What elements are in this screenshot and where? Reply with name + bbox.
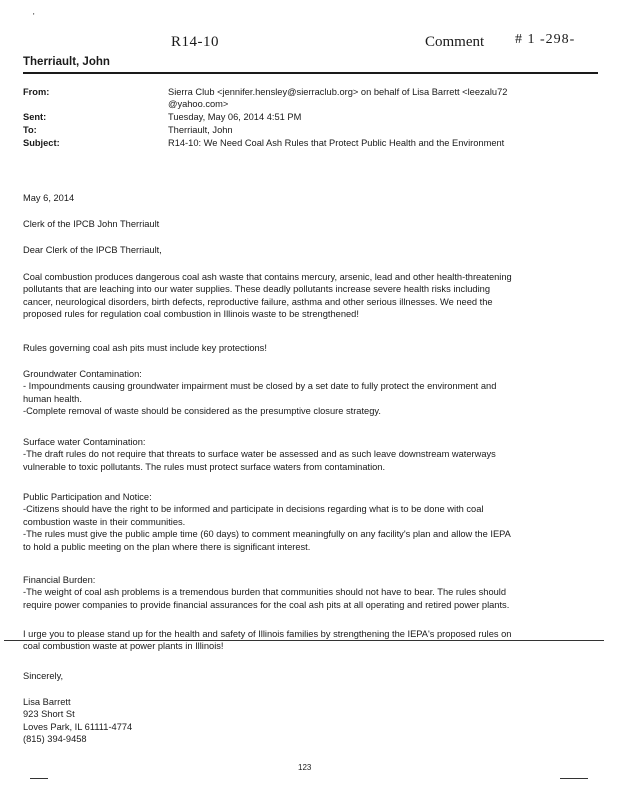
groundwater-line: - Impoundments causing groundwater impairment must be closed by a set date to fully protect the environment and [23, 381, 497, 392]
public-participation-line: -The rules must give the public ample time (60 days) to comment meaningfully on any facility's plan and allow the IEPA [23, 529, 511, 540]
sender-phone: (815) 394-9458 [23, 734, 87, 745]
financial-burden-section [23, 574, 593, 611]
from-value-line2: @yahoo.com> [168, 99, 229, 109]
letter-signoff: Sincerely, [23, 671, 64, 681]
intro-line: cancer, neurological disorders, birth defects, reproductive failure, asthma and other serious illnesses. We need the [23, 296, 493, 307]
recipient-name: Therriault, John [23, 56, 110, 68]
from-value-line1: Sierra Club <jennifer.hensley@sierraclub.org> on behalf of Lisa Barrett <leezalu72 [168, 87, 508, 97]
financial-burden-line: require power companies to provide financial assurances for the coal ash pits at all operating and retired power plants. [23, 599, 510, 610]
surface-water-heading: Surface water Contamination: [23, 437, 146, 447]
sent-label: Sent: [23, 112, 47, 122]
to-label: To: [23, 125, 37, 135]
groundwater-section [23, 368, 593, 418]
public-participation-line: -Citizens should have the right to be informed and participate in decisions regarding what is to be done with coal [23, 504, 484, 515]
surface-water-line: vulnerable to toxic pollutants. The rules must protect surface waters from contamination. [23, 461, 386, 472]
closing-line: coal combustion waste at power plants in Illinois! [23, 641, 224, 652]
sent-value: Tuesday, May 06, 2014 4:51 PM [168, 112, 302, 122]
public-participation-line: to hold a public meeting on the plan where there is significant interest. [23, 541, 311, 552]
sender-city: Loves Park, IL 61111-4774 [23, 721, 133, 732]
from-label: From: [23, 87, 50, 97]
surface-water-section [23, 436, 593, 473]
public-participation-section [23, 491, 593, 553]
sender-block [23, 696, 593, 746]
scan-edge-mark-left [30, 778, 48, 779]
corner-mark: ' [33, 12, 35, 21]
intro-line: pollutants that are leaching into our water supplies. These deadly pollutants increase severe health risks including [23, 284, 491, 295]
scan-edge-mark-right [560, 778, 588, 779]
subject-label: Subject: [23, 138, 60, 148]
intro-paragraph [23, 271, 593, 321]
letter-addressee: Clerk of the IPCB John Therriault [23, 219, 160, 229]
public-participation-heading: Public Participation and Notice: [23, 492, 152, 502]
letter-date: May 6, 2014 [23, 193, 75, 203]
intro-line: proposed rules for regulation coal combustion in Illinois waste to be strengthened! [23, 309, 359, 320]
groundwater-line: human health. [23, 393, 82, 404]
surface-water-line: -The draft rules do not require that threats to surface water be assessed and as such leave downstream waterways [23, 449, 496, 460]
protections-statement: Rules governing coal ash pits must include key protections! [23, 343, 267, 353]
subject-value: R14-10: We Need Coal Ash Rules that Protect Public Health and the Environment [168, 138, 505, 148]
public-participation-line: combustion waste in their communities. [23, 516, 186, 527]
comment-label-stamp: Comment [425, 34, 485, 50]
letter-salutation: Dear Clerk of the IPCB Therriault, [23, 245, 162, 255]
sender-street: 923 Short St [23, 709, 75, 720]
financial-burden-heading: Financial Burden: [23, 575, 96, 585]
header-divider [23, 72, 598, 74]
scan-rule-line [4, 640, 604, 641]
intro-line: Coal combustion produces dangerous coal ash waste that contains mercury, arsenic, lead and other health-threatening [23, 272, 512, 282]
groundwater-line: -Complete removal of waste should be considered as the presumptive closure strategy. [23, 406, 381, 417]
sender-name: Lisa Barrett [23, 697, 71, 707]
to-value: Therriault, John [168, 125, 233, 135]
page-number: 123 [298, 763, 312, 772]
docket-stamp: R14-10 [171, 34, 219, 50]
comment-number-stamp: # 1 -298- [515, 32, 576, 47]
closing-line: I urge you to please stand up for the health and safety of Illinois families by strengthening the IEPA's proposed rules on [23, 629, 512, 639]
groundwater-heading: Groundwater Contamination: [23, 369, 142, 379]
financial-burden-line: -The weight of coal ash problems is a tremendous burden that communities should not have to bear. The rules should [23, 587, 507, 598]
